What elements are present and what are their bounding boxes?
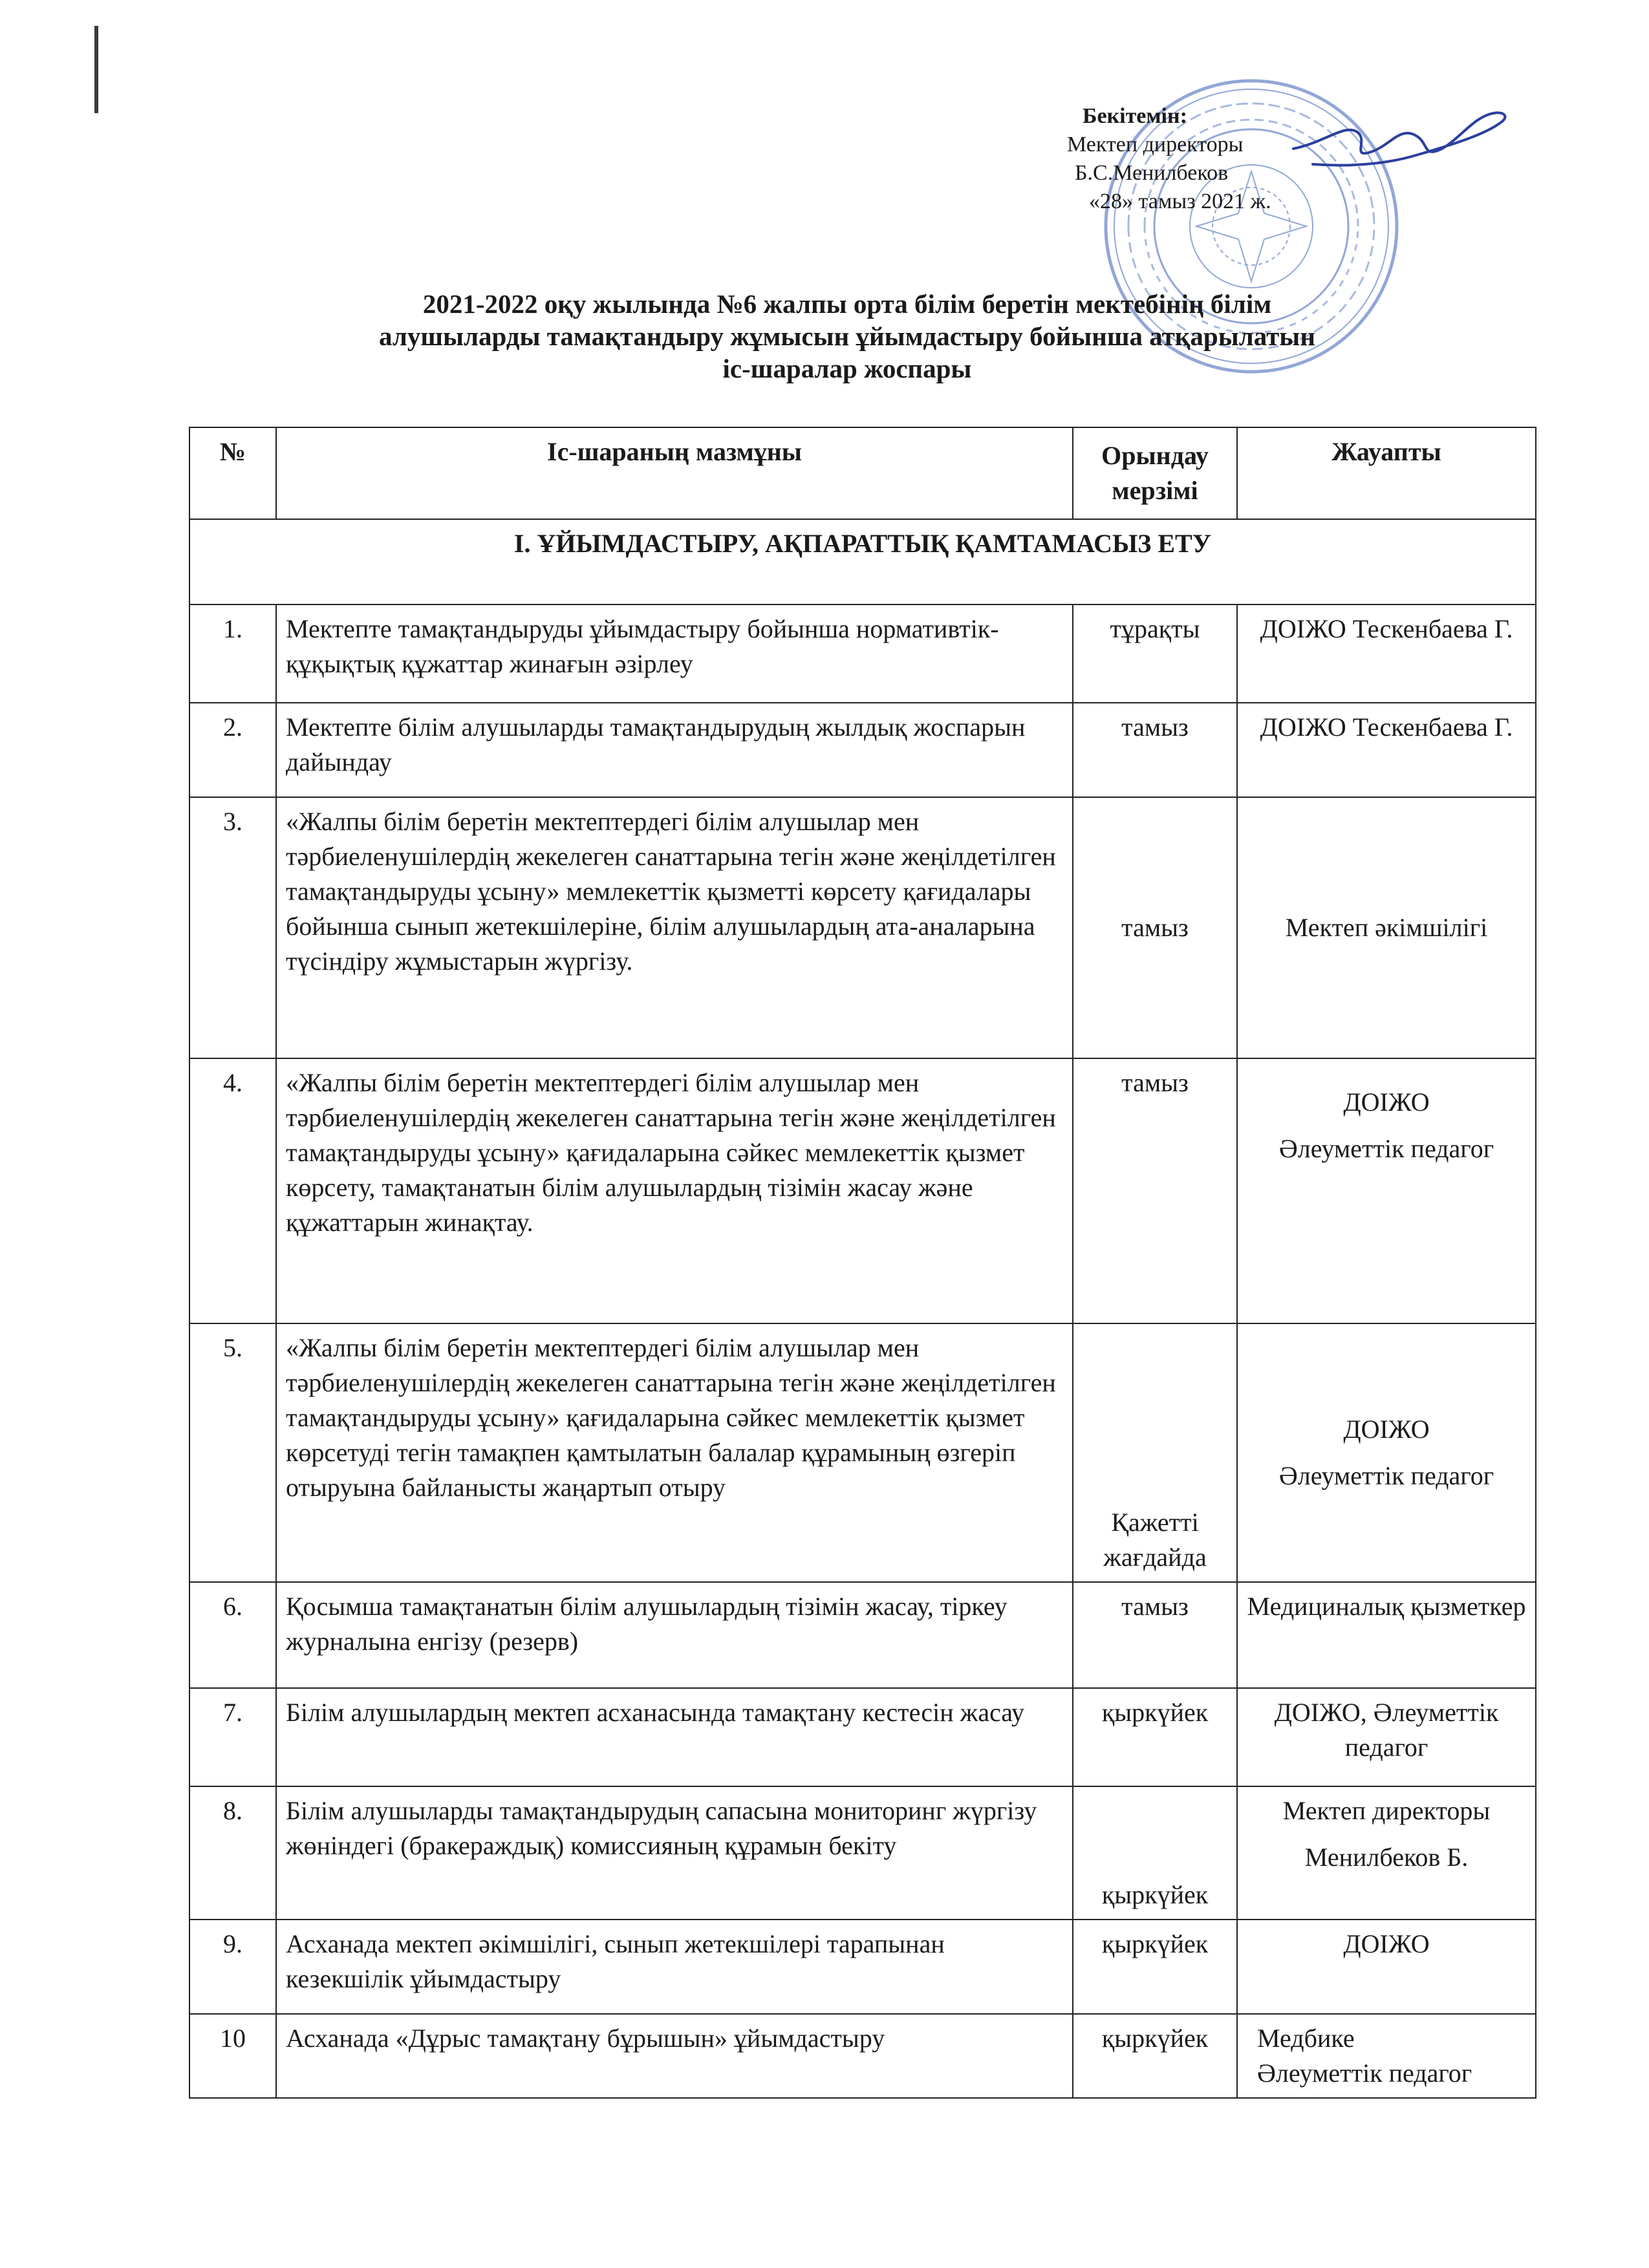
row-num: 1. [189,604,276,703]
row-content: «Жалпы білім беретін мектептердегі білім алушылар мен тәрбиеленушілердің жекелеген санаттарына тегін және жеңілдетілген тамақтандыруды ұсыну» қағидаларына сәйкес мемлекеттік қызмет көрсетуді тегін тамақпен қамтылатын балалар құрамының өзгеріп отыруына байланысты жаңартып отыру [276,1323,1073,1582]
title-line-1: 2021-2022 оқу жылында №6 жалпы орта білім беретін мектебінің білім [422,289,1272,319]
row-num: 10 [189,2014,276,2098]
responsible-primary: ДОІЖО Тескенбаева Г. [1260,712,1513,742]
row-term: Қажетті жағдайда [1073,1323,1237,1582]
responsible-primary: ДОІЖО, Әлеуметтік педагог [1274,1698,1499,1762]
row-content: «Жалпы білім беретін мектептердегі білім алушылар мен тәрбиеленушілердің жекелеген санаттарына тегін және жеңілдетілген тамақтандыруды ұсыну» қағидаларына сәйкес мемлекеттік қызмет көрсету, тамақтанатын білім алушылардың тізімін жасау және құжаттарын жинақтау. [276,1058,1073,1323]
responsible-secondary: Әлеуметтік педагог [1257,2059,1472,2088]
row-responsible [1237,1323,1536,1582]
responsible-primary: ДОІЖО [1343,1929,1430,1958]
title-line-3: іс-шаралар жоспары [722,354,972,383]
table-row [189,604,1536,703]
row-term: қыркүйек [1073,1920,1237,2014]
row-term: тамыз [1073,1582,1237,1688]
table-header-row [189,427,1536,519]
row-num: 8. [189,1786,276,1920]
row-content: Асханада мектеп әкімшілігі, сынып жетекшілері тарапынан кезекшілік ұйымдастыру [276,1920,1073,2014]
row-num: 4. [189,1058,276,1323]
row-responsible [1237,703,1536,797]
row-content: «Жалпы білім беретін мектептердегі білім алушылар мен тәрбиеленушілердің жекелеген санаттарына тегін және жеңілдетілген тамақтандыруды ұсыну» мемлекеттік қызметті көрсету қағидалары бойынша сынып жетекшілеріне, білім алушылардың ата-аналарына түсіндіру жұмыстарын жүргізу. [276,797,1073,1058]
responsible-secondary: Әлеуметтік педагог [1278,1461,1494,1490]
approval-block [1061,102,1513,216]
header-responsible: Жауапты [1237,427,1536,519]
section-row [189,519,1536,604]
table-row [189,797,1536,1058]
row-term: қыркүйек [1073,2014,1237,2098]
header-num: № [189,427,276,519]
row-content: Мектепте білім алушыларды тамақтандырудың жылдық жоспарын дайындау [276,703,1073,797]
responsible-primary: ДОІЖО Тескенбаева Г. [1260,614,1513,643]
responsible-primary: Медбике [1257,2024,1355,2053]
table-row [189,1920,1536,2014]
table-row [189,703,1536,797]
header-content: Іс-шараның мазмұны [276,427,1073,519]
row-content: Асханада «Дұрыс тамақтану бұрышын» ұйымдастыру [276,2014,1073,2098]
row-content: Қосымша тамақтанатын білім алушылардың тізімін жасау, тіркеу журналына енгізу (резерв) [276,1582,1073,1688]
row-content: Мектепте тамақтандыруды ұйымдастыру бойынша нормативтік-құқықтық құжаттар жинағын әзірлеу [276,604,1073,703]
responsible-primary: ДОІЖО [1343,1415,1430,1444]
responsible-primary: Мектеп директоры [1282,1796,1491,1825]
table-row [189,1323,1536,1582]
row-num: 2. [189,703,276,797]
approval-role: Мектеп директоры [1067,133,1244,156]
row-responsible [1237,1920,1536,2014]
responsible-primary: ДОІЖО [1343,1087,1430,1117]
table-row [189,2014,1536,2098]
row-responsible [1237,1058,1536,1323]
approval-title: Бекітемін: [1083,104,1187,128]
responsible-secondary: Әлеуметтік педагог [1278,1134,1494,1163]
approval-date: «28» тамыз 2021 ж. [1089,189,1271,213]
responsible-secondary: Менилбеков Б. [1304,1843,1469,1872]
row-responsible [1237,1786,1536,1920]
row-responsible [1237,1582,1536,1688]
row-term: тамыз [1073,703,1237,797]
table-row [189,1688,1536,1786]
document-title [297,288,1397,385]
row-num: 7. [189,1688,276,1786]
row-term: қыркүйек [1073,1786,1237,1920]
row-content: Білім алушылардың мектеп асханасында тамақтану кестесін жасау [276,1688,1073,1786]
table-row [189,1058,1536,1323]
row-responsible [1237,2014,1536,2098]
table-row [189,1582,1536,1688]
row-num: 9. [189,1920,276,2014]
row-term: тамыз [1073,1058,1237,1323]
row-term: тұрақты [1073,604,1237,703]
plan-table [189,427,1536,2099]
header-term: Орындау мерзімі [1073,427,1237,519]
row-responsible [1237,604,1536,703]
row-num: 3. [189,797,276,1058]
approval-name: Б.С.Менилбеков [1075,161,1229,185]
title-line-2: алушыларды тамақтандыру жұмысын ұйымдастыру бойынша атқарылатын [379,321,1315,351]
responsible-primary: Мектеп әкімшілігі [1285,913,1488,942]
row-content: Білім алушыларды тамақтандырудың сапасына мониторинг жүргізу жөніндегі (бракераждық) комиссияның құрамын бекіту [276,1786,1073,1920]
row-num: 6. [189,1582,276,1688]
margin-mark [94,26,98,113]
table-row [189,1786,1536,1920]
row-responsible [1237,797,1536,1058]
row-num: 5. [189,1323,276,1582]
section-heading: І. ҰЙЫМДАСТЫРУ, АҚПАРАТТЫҚ ҚАМТАМАСЫЗ ЕТУ [189,519,1536,604]
row-responsible [1237,1688,1536,1786]
row-term: қыркүйек [1073,1688,1237,1786]
row-term: тамыз [1073,797,1237,1058]
responsible-primary: Медициналық қызметкер [1247,1592,1526,1621]
